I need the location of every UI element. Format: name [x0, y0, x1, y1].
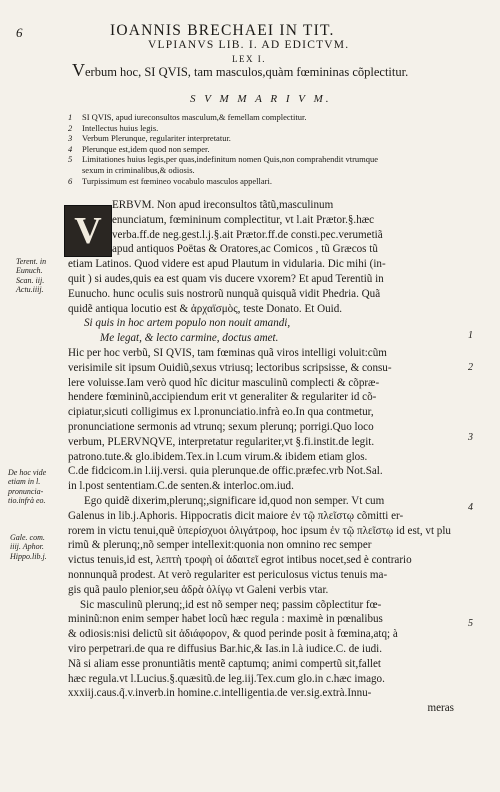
catchword: meras: [427, 702, 454, 715]
body-text: [68, 198, 460, 716]
subheading: VLPIANVS LIB. I. AD EDICTVM.: [148, 39, 350, 51]
body-line: apud antiquos Poëtas & Oratores,ac Comicos , tũ Græcos tũ: [112, 243, 378, 256]
lex-label: LEX I.: [232, 54, 266, 64]
running-head: IOANNIS BRECHAEI IN TIT.: [110, 22, 335, 39]
body-line: nonnunquã prodest. At verò regulariter est periculosus victus tenuis ma-: [68, 568, 388, 581]
body-line: quit ) si audes,quis ea est quam vis ducere vxorem? Et apud Terentiũ in: [68, 272, 384, 285]
body-line: lere voluisse.Iam verò quod hîc dicitur masculinũ complecti & cõpræ-: [68, 376, 380, 389]
body-line: rorem in victu tenui,quẽ ὑπερίσχυοι ὁλιγάτροφ, hoc ipsum ἐν τῷ πλεῖστῳ id est, vt plu: [68, 524, 451, 537]
body-line: verba.ff.de neg.gest.l.j.§.ait Prætor.ff.de consti.pec.verumetiã: [112, 228, 383, 241]
body-line: victus tenuis,id est, λεπτὴ τροφὴ οἱ ἀδαιτεῖ egrot intibus nocet,sed è contrario: [68, 554, 412, 567]
drop-cap: V: [64, 205, 112, 257]
page-number: 6: [16, 25, 23, 40]
body-line: ERBVM. Non apud ireconsultos tãtũ,masculinum: [112, 199, 334, 211]
body-line: Hic per hoc verbũ, SI QVIS, tam fœminas quã viros intelligi voluit:cũm: [68, 346, 387, 359]
summary-sentence: [72, 60, 452, 80]
verse-line: Si quis in hoc artem populo non nouit amandi,: [84, 317, 291, 330]
body-line: in l.post sententiam.C.de senten.& interloc.om.iud.: [68, 480, 294, 493]
list-item: 2 Intellectus huius legis.: [68, 122, 159, 133]
verse-line: Me legat, & lecto carmine, doctus amet.: [100, 332, 279, 345]
list-item: 6 Turpissimum est fœmineo vocabulo masculos appellari.: [68, 175, 272, 186]
body-line: Eunucho. hunc oculis suis nostrorũ nunquã quisquã vidit Phedria. Quã: [68, 287, 381, 300]
summary-text: erbum hoc, SI QVIS, tam masculos,quàm fœmininas cõplectitur.: [85, 65, 409, 79]
summarium-title: S V M M A R I V M.: [190, 93, 332, 105]
body-line: pronunciatione sermonis ad vtrunq; sexum plerunq; porrigi.Quo loco: [68, 420, 374, 433]
body-line: xxxiij.caus.q̃.v.inverb.in homine.c.intelligentia.de ver.sig.extrà.Innu-: [68, 687, 372, 700]
body-line: verbum, PLERVNQVE, interpretatur regulariter,vt §.fi.instit.de legit.: [68, 435, 375, 448]
body-line: patrono.tute.& glo.ibidem.Tex.in l.cum virum.& ibidem etiam glos.: [68, 450, 368, 463]
section-number: 5: [468, 618, 473, 629]
summary-list: [68, 112, 378, 186]
body-line: verisimile sit ipsum Ouidiũ,sexus vtriusq; lectoribus scripsisse, & consu-: [68, 361, 392, 374]
body-line: etiam Latinos. Quod videre est apud Plautum in vidularia. Dic mihi (in-: [68, 258, 386, 271]
section-number: 3: [468, 432, 473, 443]
body-line: Nã si aliam esse pronuntiãtis mentẽ captumq; animi compertũ sit,fallet: [68, 657, 382, 670]
body-line: cipiatur,sicuti colligimus ex l.pronunciatio.infrà eo.In qua contmetur,: [68, 406, 374, 419]
list-item: 5 Limitationes huius legis,per quas,indefinitum nomen Quis,non comprahendit vtrumque: [68, 154, 379, 165]
section-number: 1: [468, 330, 473, 341]
body-line: viro perpetrari.de qua re diffusius Bar.hic,& Ias.in l.à iudice.C. de iudi.: [68, 642, 383, 655]
body-line: enunciatum, fœmininum complectitur, vt l.ait Prætor.§.hæc: [112, 213, 375, 226]
body-line: hendere fœmininũ,accipiendum erit vt generaliter & regulariter id cõ-: [68, 391, 377, 404]
list-item: 3 Verbum Plerunque, regulariter interpretatur.: [68, 133, 231, 144]
margin-note-galen: Gale. com. iiij. Aphor. Hippo.lib.j.: [10, 533, 47, 561]
margin-note-pronunciatio: De hoc vide etiam in l. pronuncia- tio.infrà eo.: [8, 468, 47, 506]
body-line: & odiosis:nisi delictũ sit ἀδιάφορον, & quod perinde posit à fœmina,atq; à: [68, 628, 398, 641]
list-item: 1 SI QVIS, apud iureconsultos masculum,& femellam complectitur.: [68, 112, 307, 122]
list-item: 4 Plerunque est,idem quod non semper.: [68, 143, 210, 154]
body-line: Ego quidẽ dixerim,plerunq;,significare id,quod non semper. Vt cum: [84, 494, 385, 507]
body-line: gis quã paulo plenior,seu ἀδρὰ ὀλίγῳ vt Galeni verbis vtar.: [68, 583, 329, 596]
section-number: 4: [468, 502, 473, 513]
list-item: sexum in criminalibus,& odiosis.: [82, 164, 195, 175]
section-number: 2: [468, 362, 473, 373]
body-line: hæc regula.vt l.Lucius.§.quæsitũ.de leg.iij.Tex.cum glo.in c.hæc imago.: [68, 672, 385, 685]
margin-note-terence: Terent. in Eunuch. Scan. iij. Actu.iiij.: [16, 257, 47, 295]
body-line: Sic masculinũ plerunq;,id est nõ semper neq; passim cõplectitur fœ-: [80, 598, 382, 611]
body-line: quidẽ antiqua locutio est & ἀρχαϊσμὸς, teste Donato. Et Ouid.: [68, 302, 343, 315]
summary-initial: V: [72, 60, 85, 80]
body-line: rimũ & plerunq;,nõ semper intellexit:quonia non omnino rec semper: [68, 539, 372, 552]
body-line: C.de fidcicom.in l.iij.versi. quia plerunque.de offic.præfec.vrb Not.Sal.: [68, 465, 383, 478]
body-line: Galenus in lib.j.Aphoris. Hippocratis dicit maiore ἐν τῷ πλεῖστῳ cõmitti er-: [68, 509, 404, 522]
body-line: mininũ:non enim semper habet locũ hæc regula : maximè in pœnalibus: [68, 613, 383, 626]
